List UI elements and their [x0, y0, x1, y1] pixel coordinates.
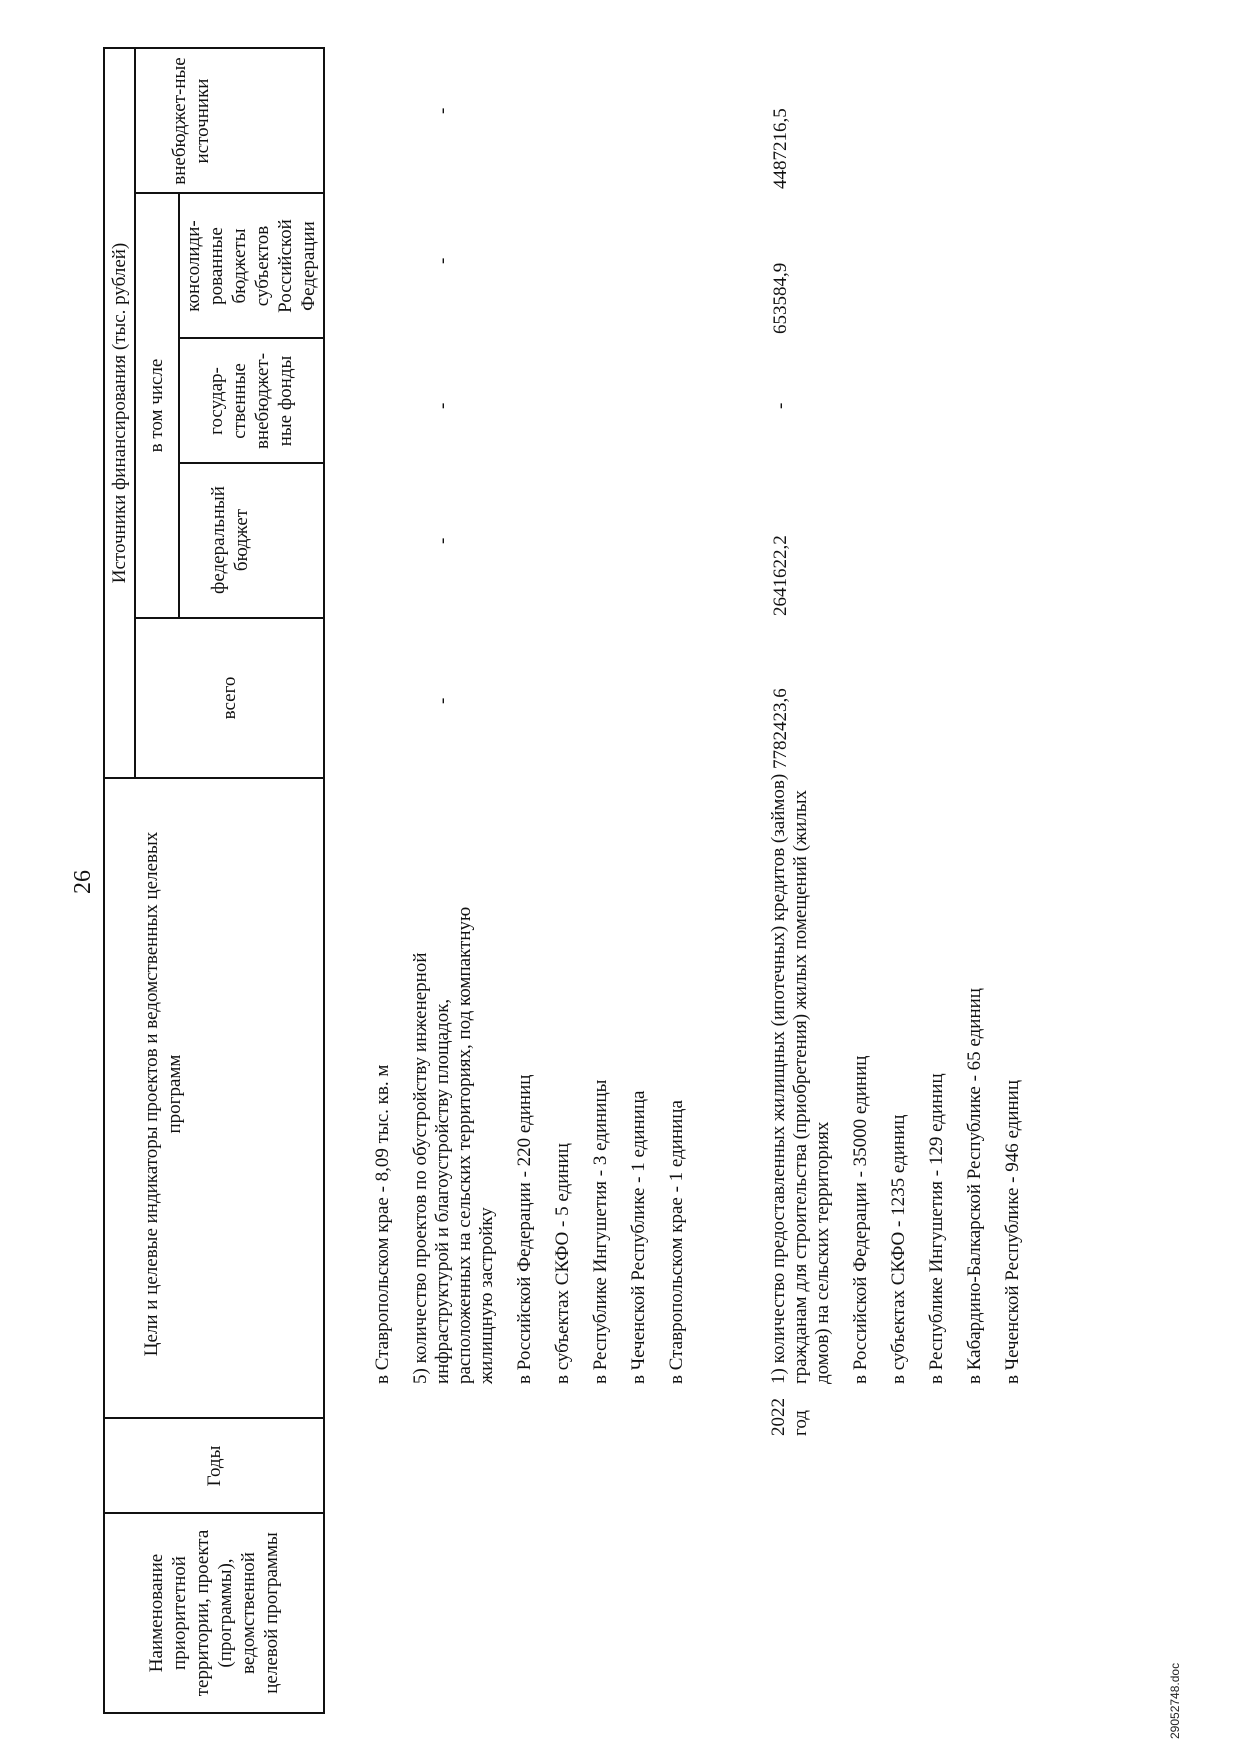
footer-doc-filename: 29052748.doc [1168, 1662, 1182, 1739]
col-divider-goals [103, 1417, 325, 1419]
row-1-goals [372, 774, 704, 1384]
row-2-total: 7782423,6 [770, 688, 791, 769]
col-divider-regional [178, 337, 325, 339]
header-name-column: Наименование приоритетной территории, проекта (программы), ведомственной целевой программы [146, 1529, 282, 1697]
goal-item: в Российской Федерации - 220 единиц [514, 1074, 535, 1384]
row-2-extrabudget: 4487216,5 [770, 108, 791, 189]
row-1-total: - [432, 697, 453, 704]
col-divider-total [103, 777, 325, 779]
row-2-state-funds: - [770, 402, 791, 409]
goal-item: в Республике Ингушетия - 129 единиц [926, 1073, 947, 1384]
row-1-state-funds: - [432, 402, 453, 409]
header-total-column: всего [218, 676, 240, 720]
header-regional-column: консолиди-рованные бюджеты субъектов Российской Федерации [183, 219, 319, 313]
header-goals-column: Цели и целевые индикаторы проектов и ведомственных целевых программ [141, 831, 185, 1357]
col-divider-years [103, 1512, 325, 1514]
row-1-extrabudget: - [432, 107, 453, 114]
goal-item: в Ставропольском крае - 8,09 тыс. кв. м [372, 1064, 393, 1384]
goal-item: 1) количество предоставленных жилищных (ипотечных) кредитов (займов) гражданам для строительства (приобретения) жилых помещений (жилых домов) на сельских территориях [768, 773, 833, 1384]
goal-item: в Ставропольском крае - 1 единица [666, 1100, 687, 1384]
row-2-year: 2022 год [768, 1398, 811, 1436]
row-1-regional: - [432, 257, 453, 264]
header-bottom-border [323, 49, 325, 1714]
row-2-goals [768, 749, 1040, 1384]
header-including: в том числе [145, 358, 167, 453]
header-state-funds-column: государ-ственные внебюджет-ные фонды [206, 352, 296, 450]
goal-item: в Чеченской Республике - 946 единиц [1002, 1079, 1023, 1384]
goal-item: в Чеченской Республике - 1 единица [628, 1090, 649, 1384]
header-financing-title: Источники финансирования (тыс. рублей) [108, 242, 130, 584]
header-extrabudget-column: внебюджет-ные источники [169, 57, 213, 185]
table-left-border [103, 1712, 325, 1714]
row-1-federal: - [432, 537, 453, 544]
header-federal-column: федеральный бюджет [208, 486, 252, 594]
page-number: 26 [70, 870, 96, 894]
goal-item: 5) количество проектов по обустройству инженерной инфраструктурой и благоустройству площадок, расположенных на сельских территориях, под компактную жилищную застройку [410, 906, 497, 1384]
row-2-federal: 2641622,2 [770, 535, 791, 616]
goal-item: в Российской Федерации - 35000 единиц [850, 1055, 871, 1384]
goal-item: в Республике Ингушетия - 3 единицы [590, 1079, 611, 1384]
goal-item: в Кабардино-Балкарской Республике - 65 единиц [964, 988, 985, 1384]
row-2-regional: 653584,9 [770, 262, 791, 334]
table-right-border [103, 47, 325, 49]
goal-item: в субъектах СКФО - 1235 единиц [888, 1114, 909, 1384]
col-divider-state-funds [178, 462, 325, 464]
goal-item: в субъектах СКФО - 5 единиц [552, 1143, 573, 1384]
header-years-column: Годы [203, 1445, 225, 1487]
